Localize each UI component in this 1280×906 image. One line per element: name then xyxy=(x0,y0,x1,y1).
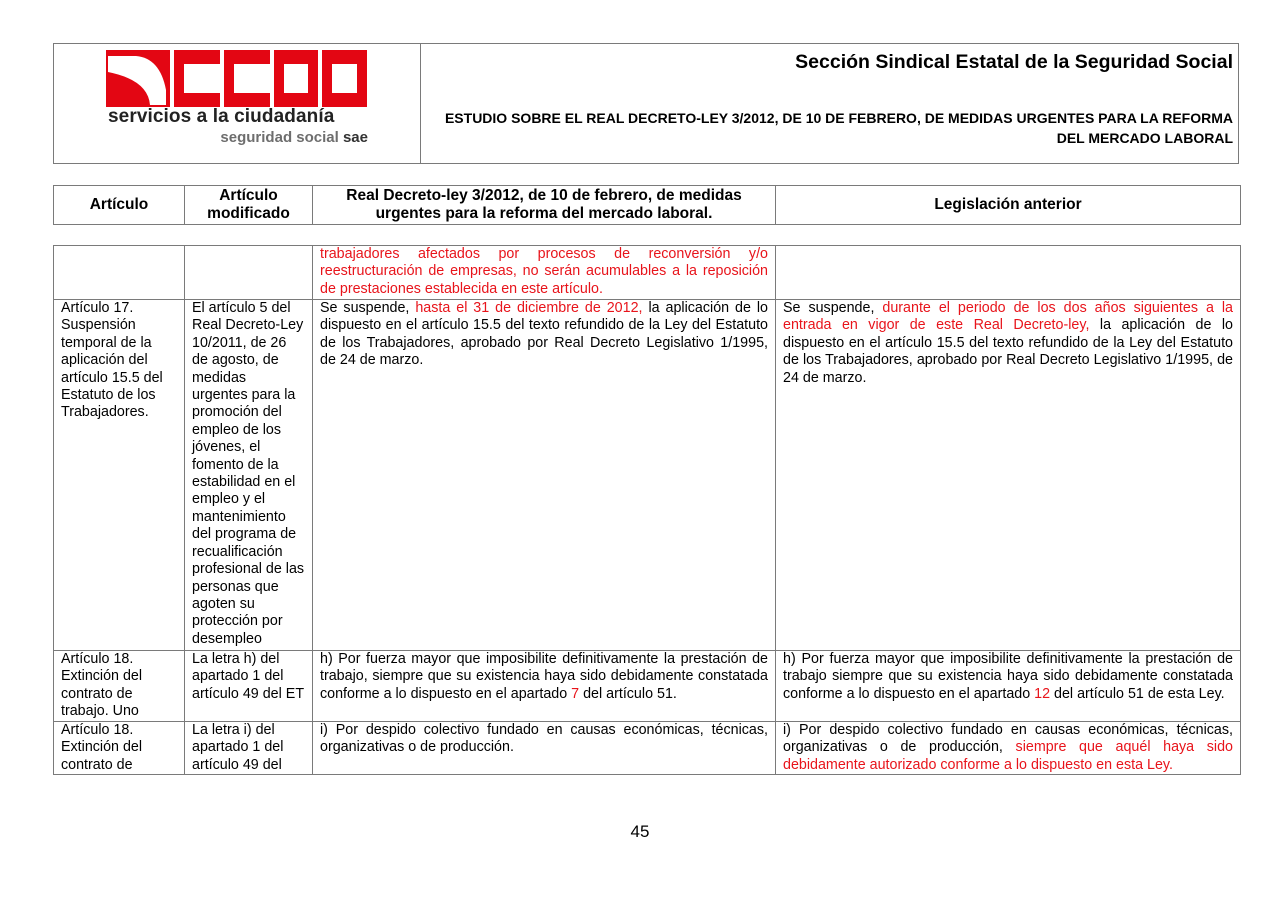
body-text: h) Por fuerza mayor que imposibilite definitivamente la prestación de trabajo siempre que su existencia haya sido debidamente constatada conforme a lo dispuesto en el apartado xyxy=(783,651,1233,702)
section-title: Sección Sindical Estatal de la Seguridad Social xyxy=(795,51,1233,73)
col-header-articulo: Artículo xyxy=(54,186,185,225)
study-subtitle: ESTUDIO SOBRE EL REAL DECRETO-LEY 3/2012, DE 10 DE FEBRERO, DE MEDIDAS URGENTES PARA LA REFORMA DEL MERCADO LABORAL xyxy=(444,110,1233,146)
cell-nuevo xyxy=(313,246,776,300)
cell-nuevo xyxy=(313,651,776,722)
body-text: la aplicación de lo dispuesto en el artículo 15.5 del texto refundido de la Ley del Estatuto de los Trabajadores, aprobado por Real Decreto Legislativo 1/1995, de 24 de marzo. xyxy=(320,300,768,369)
title-cell xyxy=(421,44,1238,163)
body-text: Se suspende, xyxy=(783,300,883,316)
body-text: la aplicación de lo dispuesto en el artículo 15.5 del texto refundido de la Ley del Estatuto de los Trabajadores, aprobado por Real Decreto Legislativo 1/1995, de 24 de marzo. xyxy=(783,317,1233,386)
column-header-table xyxy=(53,185,1241,225)
cell-articulo: Artículo 18. Extinción del contrato de xyxy=(54,722,185,775)
highlighted-text: durante el periodo de los dos años siguientes a la entrada en vigor de este Real Decreto-ley, xyxy=(783,300,1233,334)
cell-anterior xyxy=(776,722,1241,775)
body-text: del artículo 51. xyxy=(579,685,677,702)
highlighted-text: 7 xyxy=(571,685,580,702)
cell-modificado: El artículo 5 del Real Decreto-Ley 10/2011, de 26 de agosto, de medidas urgentes para la promoción del empleo de los jóvenes, el fomento de la estabilidad en el empleo y el mantenimiento del programa de recualificación profesional de las personas que agoten su protección por desempleo xyxy=(185,300,313,651)
cell-anterior xyxy=(776,246,1241,300)
body-text: i) Por despido colectivo fundado en causas económicas, técnicas, organizativas o de producción. xyxy=(320,722,768,756)
page-number: 45 xyxy=(630,822,650,841)
cell-anterior xyxy=(776,300,1241,651)
col-header-nuevo: Real Decreto-ley 3/2012, de 10 de febrero, de medidas urgentes para la reforma del mercado laboral. xyxy=(313,186,776,225)
table-row xyxy=(54,300,1241,651)
highlighted-text: 12 xyxy=(1034,685,1051,702)
highlighted-text: trabajadores afectados por procesos de reconversión y/o reestructuración de empresas, no serán acumulables a la reposición de prestaciones establecida en este artículo. xyxy=(320,246,768,297)
body-text: i) Por despido colectivo fundado en causas económicas, técnicas, organizativas o de producción, xyxy=(783,722,1233,756)
logo-subtagline: seguridad social sae xyxy=(220,129,368,146)
cell-articulo xyxy=(54,246,185,300)
highlighted-text: hasta el 31 de diciembre de 2012, xyxy=(415,300,643,316)
body-text: del artículo 51 de esta Ley. xyxy=(1050,685,1225,702)
highlighted-text: siempre que aquél haya sido debidamente autorizado conforme a lo dispuesto en esta Ley. xyxy=(783,739,1233,773)
table-row xyxy=(54,246,1241,300)
col-header-anterior: Legislación anterior xyxy=(776,186,1241,225)
logo-tagline: servicios a la ciudadanía xyxy=(108,106,335,127)
col-header-modificado: Artículo modificado xyxy=(185,186,313,225)
ccoo-logo xyxy=(106,50,367,107)
cell-modificado xyxy=(185,246,313,300)
table-row xyxy=(54,722,1241,775)
document-header xyxy=(53,43,1239,164)
cell-articulo: Artículo 18. Extinción del contrato de trabajo. Uno xyxy=(54,651,185,722)
comparison-table xyxy=(53,245,1241,775)
cell-nuevo xyxy=(313,722,776,775)
logo-cell xyxy=(54,44,421,163)
cell-modificado: La letra i) del apartado 1 del artículo 49 del xyxy=(185,722,313,775)
cell-anterior xyxy=(776,651,1241,722)
cell-nuevo xyxy=(313,300,776,651)
table-row xyxy=(54,651,1241,722)
cell-modificado: La letra h) del apartado 1 del artículo 49 del ET xyxy=(185,651,313,722)
body-text: Se suspende, xyxy=(320,300,416,316)
cell-articulo: Artículo 17. Suspensión temporal de la aplicación del artículo 15.5 del Estatuto de los Trabajadores. xyxy=(54,300,185,651)
body-text: h) Por fuerza mayor que imposibilite definitivamente la prestación de trabajo, siempre que su existencia haya sido debidamente constatada conforme a lo dispuesto en el apartado xyxy=(320,651,768,702)
